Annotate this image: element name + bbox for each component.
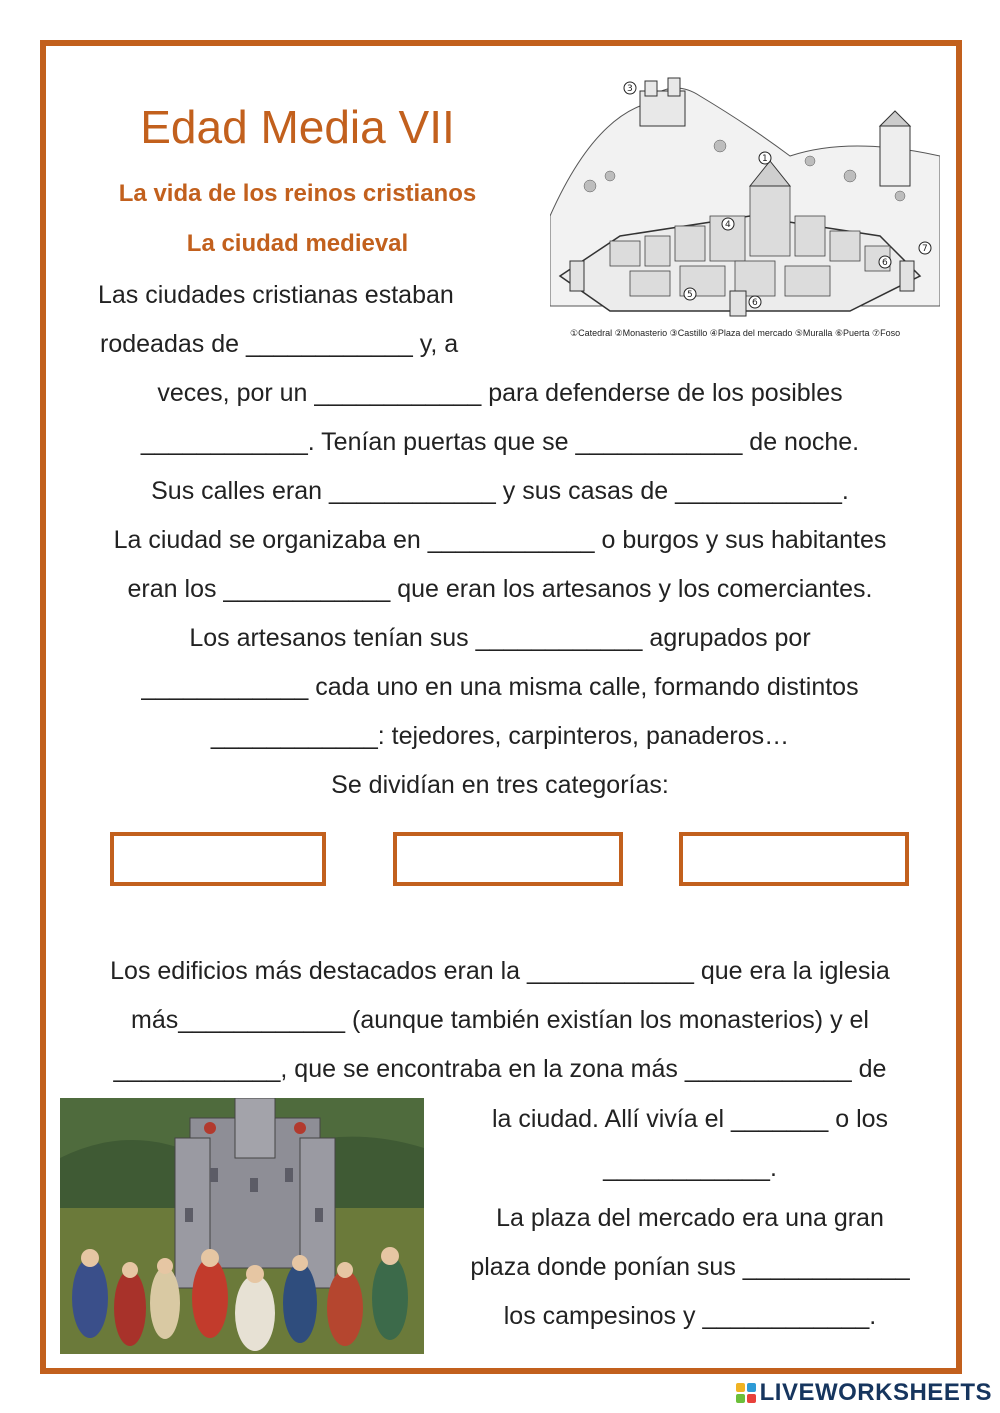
svg-text:6: 6 — [882, 258, 888, 268]
text-line-4: ____________. Tenían puertas que se ____________ de noche. — [140, 428, 860, 456]
page-title: Edad Media VII — [140, 101, 455, 153]
svg-text:5: 5 — [687, 290, 693, 300]
text-line-19: los campesinos y ____________. — [503, 1302, 877, 1330]
text-line-7: eran los ____________ que eran los artesanos y los comerciantes. — [127, 575, 873, 603]
medieval-city-illustration — [550, 66, 940, 344]
subtitle-city: La ciudad medieval — [186, 230, 409, 257]
text-line-15: la ciudad. Allí vivía el _______ o los — [491, 1105, 889, 1133]
text-line-1: Las ciudades cristianas estaban — [98, 281, 454, 309]
text-line-5: Sus calles eran ____________ y sus casas de ____________. — [151, 477, 849, 505]
text-line-13: más____________ (aunque también existían los monasterios) y el — [131, 1006, 869, 1034]
text-line-2: rodeadas de ____________ y, a — [100, 330, 459, 358]
text-line-3: veces, por un ____________ para defenderse de los posibles — [157, 379, 843, 407]
liveworksheets-logo-text: LIVEWORKSHEETS — [759, 1379, 992, 1406]
text-line-8: Los artesanos tenían sus ____________ agrupados por — [189, 624, 811, 652]
svg-text:1: 1 — [762, 154, 768, 164]
text-line-6: La ciudad se organizaba en ____________ o burgos y sus habitantes — [113, 526, 887, 554]
illustration-legend: ①Catedral ②Monasterio ③Castillo ④Plaza del mercado ⑤Muralla ⑥Puerta ⑦Foso — [570, 328, 901, 338]
text-line-18: plaza donde ponían sus ____________ — [470, 1253, 910, 1281]
liveworksheets-logo-icon — [736, 1383, 756, 1403]
text-line-14: ____________, que se encontraba en la zona más ____________ de — [113, 1055, 887, 1083]
text-line-17: La plaza del mercado era una gran — [496, 1204, 884, 1232]
text-line-9: ____________ cada uno en una misma calle, formando distintos — [141, 673, 859, 701]
text-line-12: Los edificios más destacados eran la ____________ que era la iglesia — [110, 957, 890, 985]
liveworksheets-logo — [736, 1379, 992, 1407]
text-line-16: ____________. — [603, 1154, 777, 1182]
svg-text:7: 7 — [922, 244, 928, 254]
subtitle-kingdoms: La vida de los reinos cristianos — [118, 180, 477, 207]
svg-text:6: 6 — [752, 298, 758, 308]
text-line-11: Se dividían en tres categorías: — [331, 771, 669, 799]
category-box-2[interactable] — [393, 832, 623, 886]
category-box-3[interactable] — [679, 832, 909, 886]
medieval-painting — [60, 1098, 424, 1354]
text-line-10: ____________: tejedores, carpinteros, panaderos… — [210, 722, 790, 750]
category-box-1[interactable] — [110, 832, 326, 886]
svg-text:4: 4 — [725, 220, 731, 230]
svg-text:3: 3 — [627, 84, 633, 94]
